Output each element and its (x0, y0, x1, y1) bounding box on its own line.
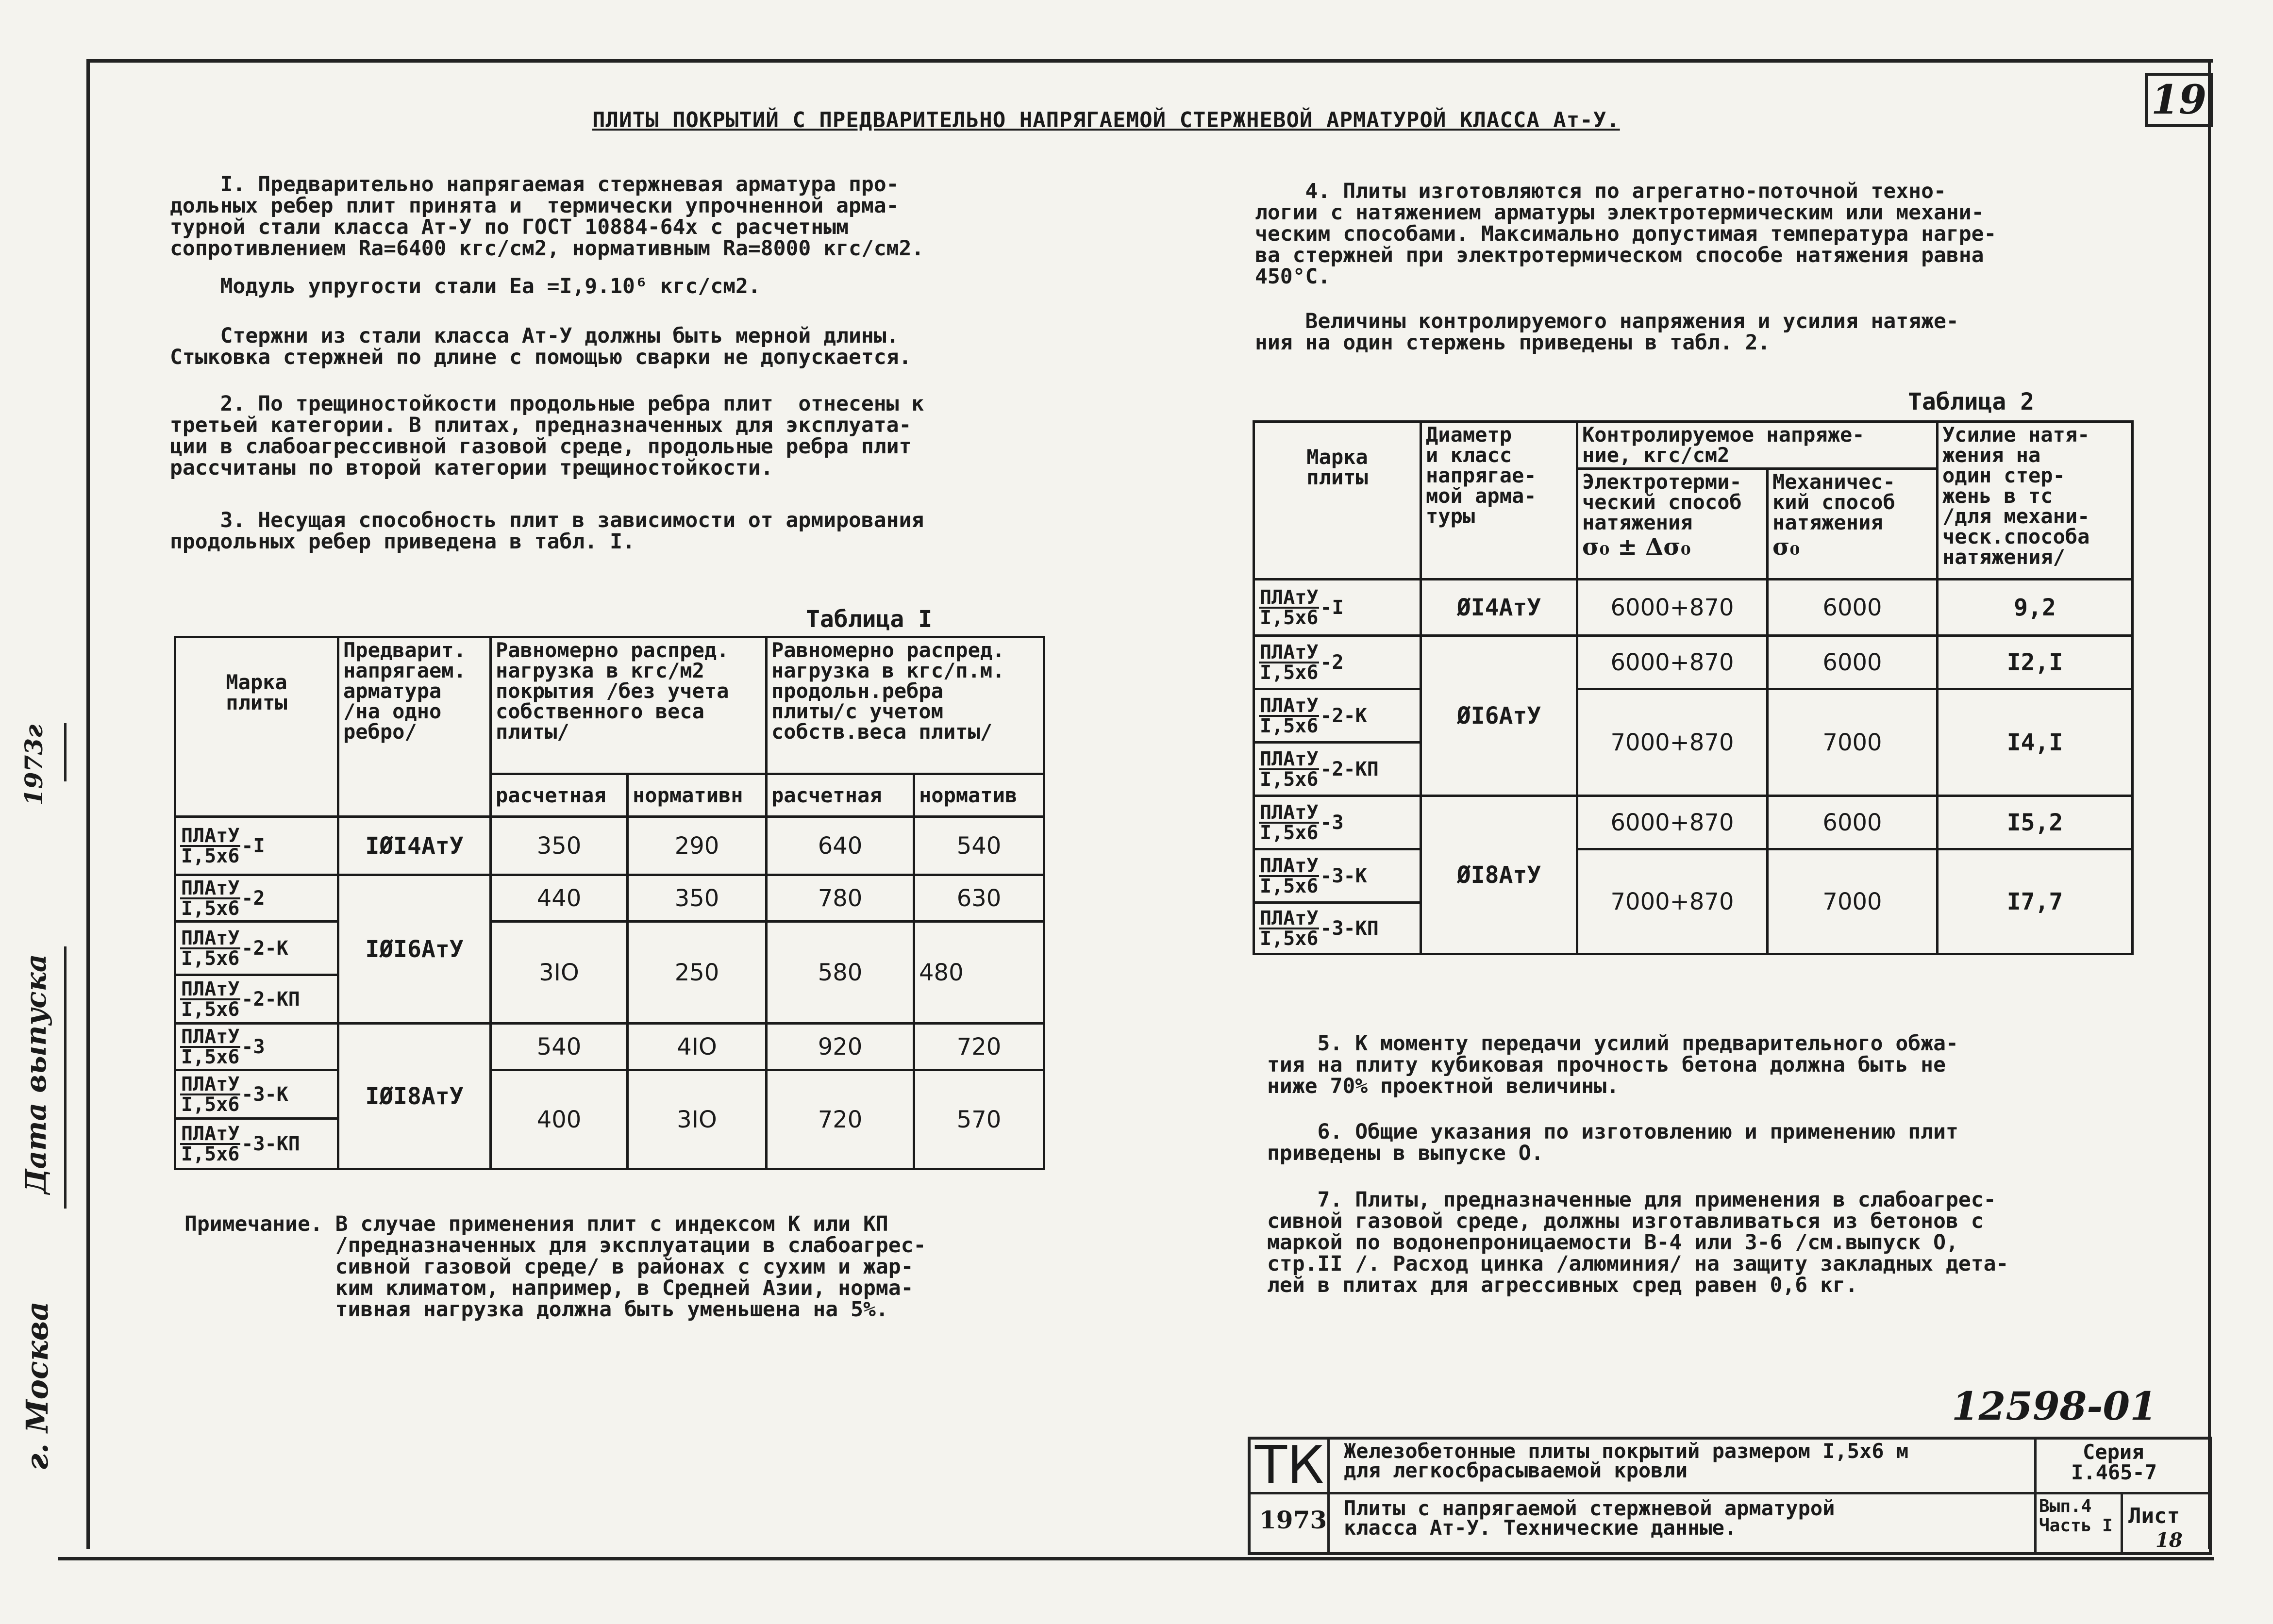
t1-value: 720 (767, 1070, 914, 1169)
side-date-label: Дата выпуска (19, 954, 52, 1194)
table-row (1254, 796, 2133, 849)
org-mark: ТК (1255, 1435, 1324, 1496)
list-value: 18 (2156, 1529, 2183, 1552)
t2-value: 6000 (1768, 796, 1938, 849)
side-year: 1973г (19, 724, 48, 806)
t1-mark-cell: ПЛАтУ I,5x6 -2-К (175, 922, 338, 975)
paragraph-6: 6. Общие указания по изготовлению и применению плит приведены в выпуске О. (1267, 1120, 1958, 1165)
t1-reinf-cell: IØI4АтУ (338, 817, 491, 875)
t1-header-norm2: норматив (914, 774, 1044, 817)
t1-mark-cell: ПЛАтУ I,5x6 -2-КП (175, 975, 338, 1024)
t1-value: 350 (491, 817, 628, 875)
t2-value: I5,2 (1938, 796, 2133, 849)
paragraph-3: 3. Несущая способность плит в зависимости от армирования продольных ребер приведена в табл. I. (170, 508, 924, 554)
t2-value: 7000 (1768, 689, 1938, 796)
series-value: I.465-7 (2071, 1460, 2157, 1484)
t2-value: I2,I (1938, 636, 2133, 689)
t1-value: 4IO (628, 1024, 767, 1070)
table-row (175, 1070, 1044, 1119)
t2-value: 7000 (1768, 849, 1938, 954)
side-divider (64, 946, 67, 1209)
t1-value: 720 (914, 1024, 1044, 1070)
t1-value: 250 (628, 922, 767, 1024)
stamp-title-2: Плиты с напрягаемой стержневой арматурой класса Ат-У. Технические данные. (1344, 1496, 1835, 1540)
t1-value: 780 (767, 875, 914, 922)
series-label: Серия (2083, 1440, 2144, 1464)
side-divider (64, 723, 67, 781)
t1-value: 3IO (628, 1070, 767, 1169)
paragraph-2: 2. По трещиностойкости продольные ребра плит отнесены к третьей категории. В плитах, предназначенных для эксплуата- ции в слабоагрессивной газовой среде, продольные ребра плит рассчитаны по второй категории трещиностойкости. (170, 392, 924, 480)
t1-header-calc1: расчетная (491, 774, 628, 817)
t1-header-load-m2: Равномерно распред. нагрузка в кгс/м2 покрытия /без учета собственного веса плиты/ (491, 637, 767, 774)
t1-mark-cell: ПЛАтУ I,5x6 -3-КП (175, 1119, 338, 1169)
paragraph-7: 7. Плиты, предназначенные для применения в слабоагрес- сивной газовой среде, должны изготавливаться из бетонов с маркой по водонепроницаемости В-4 или 3-6 /см.выпуск О, стр.II /. Расход цинка /алюминия/ на защиту закладных дета- лей в плитах для агрессивных сред равен 0,6 кг. (1267, 1188, 2009, 1297)
t2-mark-cell: ПЛАтУ I,5x6 -3-К (1254, 849, 1421, 903)
t1-value: 3IO (491, 922, 628, 1024)
table-row (175, 922, 1044, 975)
t2-header-diam: Диаметр и класс напрягае- мой арма- туры (1421, 422, 1577, 580)
t2-diam-cell: ØI4АтУ (1421, 580, 1577, 636)
note: Примечание. В случае применения плит с индексом К или КП /предназначенных для эксплуатации в слабоагрес- сивной газовой среде/ в районах с сухим и жар- ким климатом, например, в Средней Азии, норма- тивная нагрузка должна быть уменьшена на 5%. (184, 1212, 926, 1322)
paragraph-5: 5. К моменту передачи усилий предварительного обжа- тия на плиту кубиковая прочность бетона должна быть не ниже 70% проектной величины. (1267, 1031, 1958, 1098)
t1-value: 640 (767, 817, 914, 875)
title-block-divider (1327, 1437, 1330, 1552)
t2-value: 9,2 (1938, 580, 2133, 636)
t2-value: 7000+870 (1577, 689, 1768, 796)
issue-part: Вып.4 Часть I (2039, 1496, 2113, 1536)
t1-value: 540 (491, 1024, 628, 1070)
frame-top-line (86, 59, 2213, 63)
t1-value: 400 (491, 1070, 628, 1169)
table-row (175, 875, 1044, 922)
t1-header-calc2: расчетная (767, 774, 914, 817)
table-row (175, 817, 1044, 875)
t1-value: 580 (767, 922, 914, 1024)
table-1 (174, 636, 1045, 1170)
t2-header-mech: Механичес- кий способ натяжения σ₀ (1768, 469, 1938, 580)
t1-header-reinf: Предварит. напрягаем. арматура /на одно ребро/ (338, 637, 491, 817)
t2-value: I7,7 (1938, 849, 2133, 954)
t1-header-norm1: нормативн (628, 774, 767, 817)
t2-diam-cell: ØI8АтУ (1421, 796, 1577, 954)
t2-elec-symbol: σ₀ ± Δσ₀ (1582, 533, 1691, 561)
title-block-divider (2121, 1492, 2123, 1552)
paragraph-1: I. Предварительно напрягаемая стержневая арматура про- дольных ребер плит принята и термически упрочненной арма- турной стали класса Ат-У по ГОСТ 10884-64х с расчетным сопротивлением Ra=6400 кгс/см2, нормативным Ra=8000 кгс/см2. (170, 172, 924, 261)
t2-diam-cell: ØI6АтУ (1421, 636, 1577, 796)
t1-value: 290 (628, 817, 767, 875)
t2-value: I4,I (1938, 689, 2133, 796)
table-2 (1253, 420, 2134, 955)
sheet-number: 19 (2145, 73, 2213, 127)
table-row (175, 1024, 1044, 1070)
t2-header-mark: Марка плиты (1254, 422, 1421, 580)
paragraph-1-modulus: Модуль упругости стали Ea =I,9.10⁶ кгс/см2. (170, 274, 761, 298)
t2-mech-symbol: σ₀ (1772, 533, 1800, 561)
t2-value: 6000+870 (1577, 580, 1768, 636)
t2-value: 6000 (1768, 580, 1938, 636)
handwritten-number: 12598-01 (1952, 1383, 2157, 1429)
t1-mark-cell: ПЛАтУ I,5x6 -I (175, 817, 338, 875)
frame-right-line (2208, 59, 2211, 1549)
t2-value: 6000+870 (1577, 796, 1768, 849)
t2-header-elec: Электротерми- ческий способ натяжения σ₀ ± Δσ₀ (1577, 469, 1768, 580)
t2-mark-cell: ПЛАтУ I,5x6 -2-КП (1254, 743, 1421, 796)
t1-reinf-cell: IØI6АтУ (338, 875, 491, 1024)
t1-value: 440 (491, 875, 628, 922)
t2-mark-cell: ПЛАтУ I,5x6 -3-КП (1254, 903, 1421, 954)
t1-header-load-pm: Равномерно распред. нагрузка в кгс/п.м. продольн.ребра плиты/с учетом собств.веса плиты/ (767, 637, 1044, 774)
t1-value: 540 (914, 817, 1044, 875)
page-title: ПЛИТЫ ПОКРЫТИЙ С ПРЕДВАРИТЕЛЬНО НАПРЯГАЕМОЙ СТЕРЖНЕВОЙ АРМАТУРОЙ КЛАССА Ат-У. (592, 108, 1620, 133)
t1-value: 350 (628, 875, 767, 922)
t1-mark-cell: ПЛАтУ I,5x6 -3-К (175, 1070, 338, 1119)
t1-value: 480 (914, 922, 1044, 1024)
frame-left-line (86, 59, 90, 1549)
table-row (1254, 689, 2133, 743)
title-block-divider (1248, 1492, 2209, 1494)
t2-value: 6000+870 (1577, 636, 1768, 689)
t2-value: 7000+870 (1577, 849, 1768, 954)
stamp-year: 1973 (1259, 1506, 1327, 1534)
t2-mark-cell: ПЛАтУ I,5x6 -3 (1254, 796, 1421, 849)
t2-mark-cell: ПЛАтУ I,5x6 -I (1254, 580, 1421, 636)
t1-value: 570 (914, 1070, 1044, 1169)
side-city: г. Москва (19, 1301, 55, 1471)
t2-mark-cell: ПЛАтУ I,5x6 -2 (1254, 636, 1421, 689)
list-label: Лист (2128, 1504, 2180, 1528)
table-2-caption: Таблица 2 (1908, 388, 2035, 415)
t1-value: 630 (914, 875, 1044, 922)
frame-bottom-line (58, 1557, 2214, 1560)
t2-header-stress: Контролируемое напряже- ние, кгс/см2 (1577, 422, 1938, 469)
t2-header-force: Усилие натя- жения на один стер- жень в тс /для механи- ческ.способа натяжения/ (1938, 422, 2133, 580)
t2-value: 6000 (1768, 636, 1938, 689)
t1-mark-cell: ПЛАтУ I,5x6 -2 (175, 875, 338, 922)
t1-reinf-cell: IØI8АтУ (338, 1024, 491, 1169)
t1-header-mark: Марка плиты (175, 637, 338, 817)
paragraph-4: 4. Плиты изготовляются по агрегатно-поточной техно- логии с натяжением арматуры электротермическим или механи- ческим способами. Максимально допустимая температура нагре- ва стержней при электротермическом способе натяжения равна 450°С. (1255, 179, 1997, 289)
paragraph-1-rods: Стержни из стали класса Ат-У должны быть мерной длины. Стыковка стержней по длине с помощью сварки не допускается. (170, 324, 912, 369)
title-block-divider (2034, 1437, 2037, 1552)
table-row (1254, 849, 2133, 903)
t2-mark-cell: ПЛАтУ I,5x6 -2-К (1254, 689, 1421, 743)
t1-mark-cell: ПЛАтУ I,5x6 -3 (175, 1024, 338, 1070)
paragraph-4-values: Величины контролируемого напряжения и усилия натяже- ния на один стержень приведены в табл. 2. (1255, 309, 1959, 355)
table-1-caption: Таблица I (806, 606, 933, 633)
t1-value: 920 (767, 1024, 914, 1070)
table-row (1254, 636, 2133, 689)
stamp-title-1: Железобетонные плиты покрытий размером I,5x6 м для легкосбрасываемой кровли (1344, 1439, 1909, 1482)
table-row (1254, 580, 2133, 636)
